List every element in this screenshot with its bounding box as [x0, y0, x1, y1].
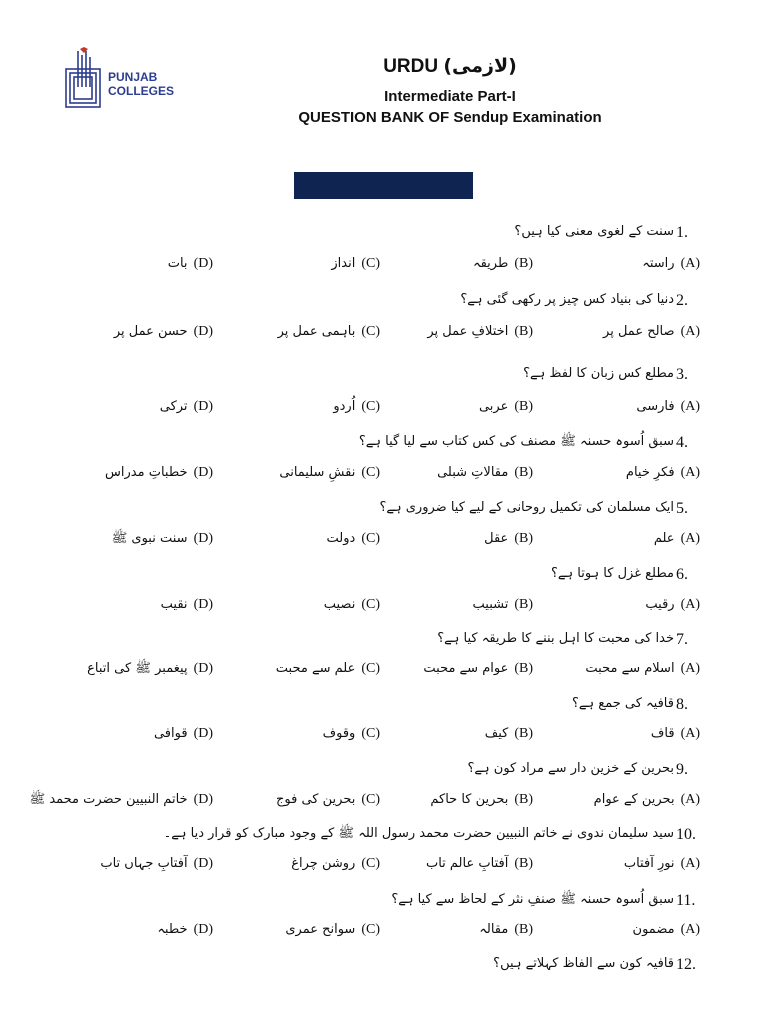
option-label: (B)	[514, 465, 533, 480]
question-5-option-d	[112, 527, 213, 551]
question-8-option-b	[485, 722, 533, 746]
option-label: (D)	[193, 597, 213, 612]
option-text: بات	[167, 256, 188, 271]
question-text: مطلع کس زبان کا لفظ ہے؟	[523, 366, 674, 381]
question-5	[20, 494, 740, 522]
option-label: (B)	[514, 661, 533, 676]
question-number: 8.	[676, 696, 688, 713]
option-label: (B)	[514, 792, 533, 807]
option-text: بحرین کے عوام	[593, 792, 675, 807]
option-text: عقل	[484, 531, 509, 546]
option-label: (B)	[514, 531, 533, 546]
option-label: (B)	[514, 256, 533, 271]
question-number: 2.	[676, 292, 688, 309]
option-text: پیغمبر ﷺ کی اتباع	[87, 661, 188, 676]
option-label: (A)	[680, 399, 700, 414]
option-text: خطبہ	[157, 922, 188, 937]
question-2	[20, 286, 740, 314]
question-4-option-d	[105, 461, 213, 485]
question-9-option-a	[594, 788, 700, 812]
option-text: مضمون	[632, 922, 675, 937]
option-text: اُردو	[333, 399, 356, 414]
question-1-option-a	[642, 252, 700, 276]
option-text: حسن عمل پر	[113, 324, 188, 339]
question-number: 12.	[676, 956, 696, 973]
subject-title-urdu: (لازمی)	[443, 55, 517, 77]
question-text: ایک مسلمان کی تکمیل روحانی کے لیے کیا ضروری ہے؟	[379, 500, 674, 515]
question-6-option-b	[473, 593, 534, 617]
option-label: (A)	[680, 256, 700, 271]
option-text: روشن چراغ	[291, 856, 356, 871]
page-title	[200, 55, 700, 78]
option-text: نورِ آفتاب	[623, 856, 675, 871]
question-11-option-b	[479, 918, 533, 942]
question-8-option-a	[651, 722, 700, 746]
question-2-option-b	[427, 320, 533, 344]
option-text: خاتم النبیین حضرت محمد ﷺ	[29, 792, 188, 807]
question-11	[20, 886, 740, 914]
question-8-option-d	[154, 722, 213, 746]
option-text: رقیب	[645, 597, 675, 612]
option-label: (C)	[361, 399, 380, 414]
option-text: سوانح عمری	[285, 922, 356, 937]
option-text: فکرِ خیام	[625, 465, 675, 480]
question-1-option-d	[168, 252, 213, 276]
question-4-option-b	[437, 461, 533, 485]
option-label: (C)	[361, 256, 380, 271]
option-label: (B)	[514, 597, 533, 612]
option-text: نقشِ سلیمانی	[279, 465, 356, 480]
option-text: نقیب	[160, 597, 188, 612]
option-label: (B)	[514, 856, 533, 871]
option-label: (D)	[193, 661, 213, 676]
question-1	[20, 218, 740, 246]
option-text: آفتابِ جہاں تاب	[100, 856, 188, 871]
option-text: فارسی	[636, 399, 675, 414]
logo-text-colleges: COLLEGES	[108, 84, 175, 98]
question-11-option-a	[633, 918, 700, 942]
question-3-option-a	[636, 395, 700, 419]
option-text: باہمی عمل پر	[277, 324, 356, 339]
option-label: (C)	[361, 531, 380, 546]
question-text: سبق اُسوہ حسنہ ﷺ صنفِ نثر کے لحاظ سے کیا ہے؟	[391, 892, 674, 907]
subtitle-question-bank: QUESTION BANK OF Sendup Examination	[298, 109, 602, 126]
question-text: سنت کے لغوی معنی کیا ہیں؟	[514, 224, 674, 239]
option-text: ترکی	[159, 399, 188, 414]
option-text: سنت نبوی ﷺ	[111, 531, 188, 546]
option-label: (D)	[193, 922, 213, 937]
question-text: خدا کی محبت کا اہل بننے کا طریقہ کیا ہے؟	[437, 631, 674, 646]
subtitle-part: Intermediate Part-I	[384, 88, 516, 105]
question-6-option-c	[324, 593, 380, 617]
option-text: علم	[653, 531, 675, 546]
subject-title: URDU	[383, 56, 439, 77]
question-number: 6.	[676, 566, 688, 583]
question-2-option-d	[114, 320, 213, 344]
question-2-option-a	[603, 320, 700, 344]
question-number: 7.	[676, 631, 688, 648]
option-text: تشبیب	[472, 597, 509, 612]
option-label: (A)	[680, 792, 700, 807]
question-1-option-c	[331, 252, 380, 276]
question-text: مطلع غزل کا ہوتا ہے؟	[551, 566, 674, 581]
option-label: (C)	[361, 922, 380, 937]
question-9	[20, 755, 740, 783]
option-text: نصیب	[323, 597, 356, 612]
question-7-option-c	[276, 657, 380, 681]
question-10-option-a	[624, 852, 700, 876]
option-label: (A)	[680, 726, 700, 741]
option-label: (C)	[361, 726, 380, 741]
question-number: 10.	[676, 826, 696, 843]
option-text: دولت	[326, 531, 356, 546]
option-label: (D)	[193, 324, 213, 339]
question-10	[20, 820, 740, 848]
option-text: بحرین کی فوج	[276, 792, 356, 807]
option-label: (C)	[361, 856, 380, 871]
question-8	[20, 690, 740, 718]
option-label: (A)	[680, 661, 700, 676]
punjab-colleges-logo	[62, 47, 192, 119]
question-text: قافیہ کون سے الفاظ کہلاتے ہیں؟	[493, 956, 674, 971]
option-label: (B)	[514, 726, 533, 741]
question-11-option-c	[285, 918, 380, 942]
option-text: مقالہ	[479, 922, 509, 937]
section-banner	[294, 172, 473, 199]
option-label: (A)	[680, 856, 700, 871]
option-label: (D)	[193, 531, 213, 546]
option-text: آفتابِ عالم تاب	[425, 856, 509, 871]
option-text: انداز	[331, 256, 356, 271]
option-label: (D)	[193, 726, 213, 741]
question-1-option-b	[473, 252, 533, 276]
option-text: صالح عمل پر	[603, 324, 675, 339]
option-text: اسلام سے محبت	[585, 661, 675, 676]
option-text: مقالاتِ شبلی	[437, 465, 509, 480]
question-3-option-c	[333, 395, 380, 419]
question-3	[20, 360, 740, 388]
option-label: (D)	[193, 399, 213, 414]
option-label: (C)	[361, 324, 380, 339]
question-number: 1.	[676, 224, 688, 241]
option-text: خطباتِ مدراس	[105, 465, 188, 480]
question-9-option-d	[29, 788, 213, 812]
question-5-option-b	[484, 527, 533, 551]
option-text: اختلافِ عمل پر	[427, 324, 509, 339]
option-text: راستہ	[642, 256, 675, 271]
question-6	[20, 560, 740, 588]
option-text: طریقہ	[472, 256, 509, 271]
option-label: (A)	[680, 465, 700, 480]
question-4-option-a	[626, 461, 700, 485]
option-label: (A)	[680, 324, 700, 339]
option-label: (B)	[514, 399, 533, 414]
option-text: وقوف	[322, 726, 356, 741]
option-label: (A)	[680, 597, 700, 612]
option-text: عربی	[478, 399, 509, 414]
question-text: سید سلیمان ندوی نے خاتم النبیین حضرت محمد رسول اللہ ﷺ کے وجود مبارک کو قرار دیا ہے۔	[163, 826, 674, 841]
question-10-option-d	[100, 852, 213, 876]
question-7-option-b	[423, 657, 533, 681]
option-text: قوافی	[153, 726, 188, 741]
option-label: (D)	[193, 856, 213, 871]
option-label: (A)	[680, 531, 700, 546]
option-text: بحرین کا حاکم	[430, 792, 509, 807]
question-number: 4.	[676, 434, 688, 451]
question-10-option-b	[426, 852, 533, 876]
question-3-option-b	[479, 395, 533, 419]
option-label: (D)	[193, 792, 213, 807]
question-6-option-a	[645, 593, 700, 617]
question-5-option-a	[654, 527, 700, 551]
question-number: 3.	[676, 366, 688, 383]
option-text: علم سے محبت	[275, 661, 356, 676]
question-4-option-c	[279, 461, 380, 485]
question-7	[20, 625, 740, 653]
question-10-option-c	[291, 852, 380, 876]
question-text: بحرین کے خزین دار سے مراد کون ہے؟	[467, 761, 674, 776]
question-6-option-d	[161, 593, 213, 617]
question-4	[20, 428, 740, 456]
option-label: (A)	[680, 922, 700, 937]
question-number: 5.	[676, 500, 688, 517]
question-11-option-d	[157, 918, 213, 942]
question-2-option-c	[278, 320, 380, 344]
option-label: (C)	[361, 661, 380, 676]
option-text: کیف	[484, 726, 509, 741]
option-label: (C)	[361, 597, 380, 612]
option-label: (B)	[514, 324, 533, 339]
question-5-option-c	[327, 527, 380, 551]
option-text: عوام سے محبت	[423, 661, 509, 676]
question-number: 11.	[676, 892, 696, 909]
question-3-option-d	[160, 395, 213, 419]
question-text: سبق اُسوہ حسنہ ﷺ مصنف کی کس کتاب سے لیا گیا ہے؟	[358, 434, 674, 449]
question-9-option-c	[276, 788, 380, 812]
logo-text-punjab: PUNJAB	[108, 70, 158, 84]
option-text: قاف	[650, 726, 675, 741]
question-text: دنیا کی بنیاد کس چیز پر رکھی گئی ہے؟	[460, 292, 674, 307]
question-8-option-c	[323, 722, 380, 746]
option-label: (D)	[193, 256, 213, 271]
question-text: قافیہ کی جمع ہے؟	[572, 696, 674, 711]
question-7-option-d	[87, 657, 213, 681]
option-label: (D)	[193, 465, 213, 480]
question-number: 9.	[676, 761, 688, 778]
question-7-option-a	[585, 657, 700, 681]
question-12	[20, 950, 740, 978]
option-label: (C)	[361, 792, 380, 807]
question-9-option-b	[430, 788, 533, 812]
option-label: (B)	[514, 922, 533, 937]
option-label: (C)	[361, 465, 380, 480]
